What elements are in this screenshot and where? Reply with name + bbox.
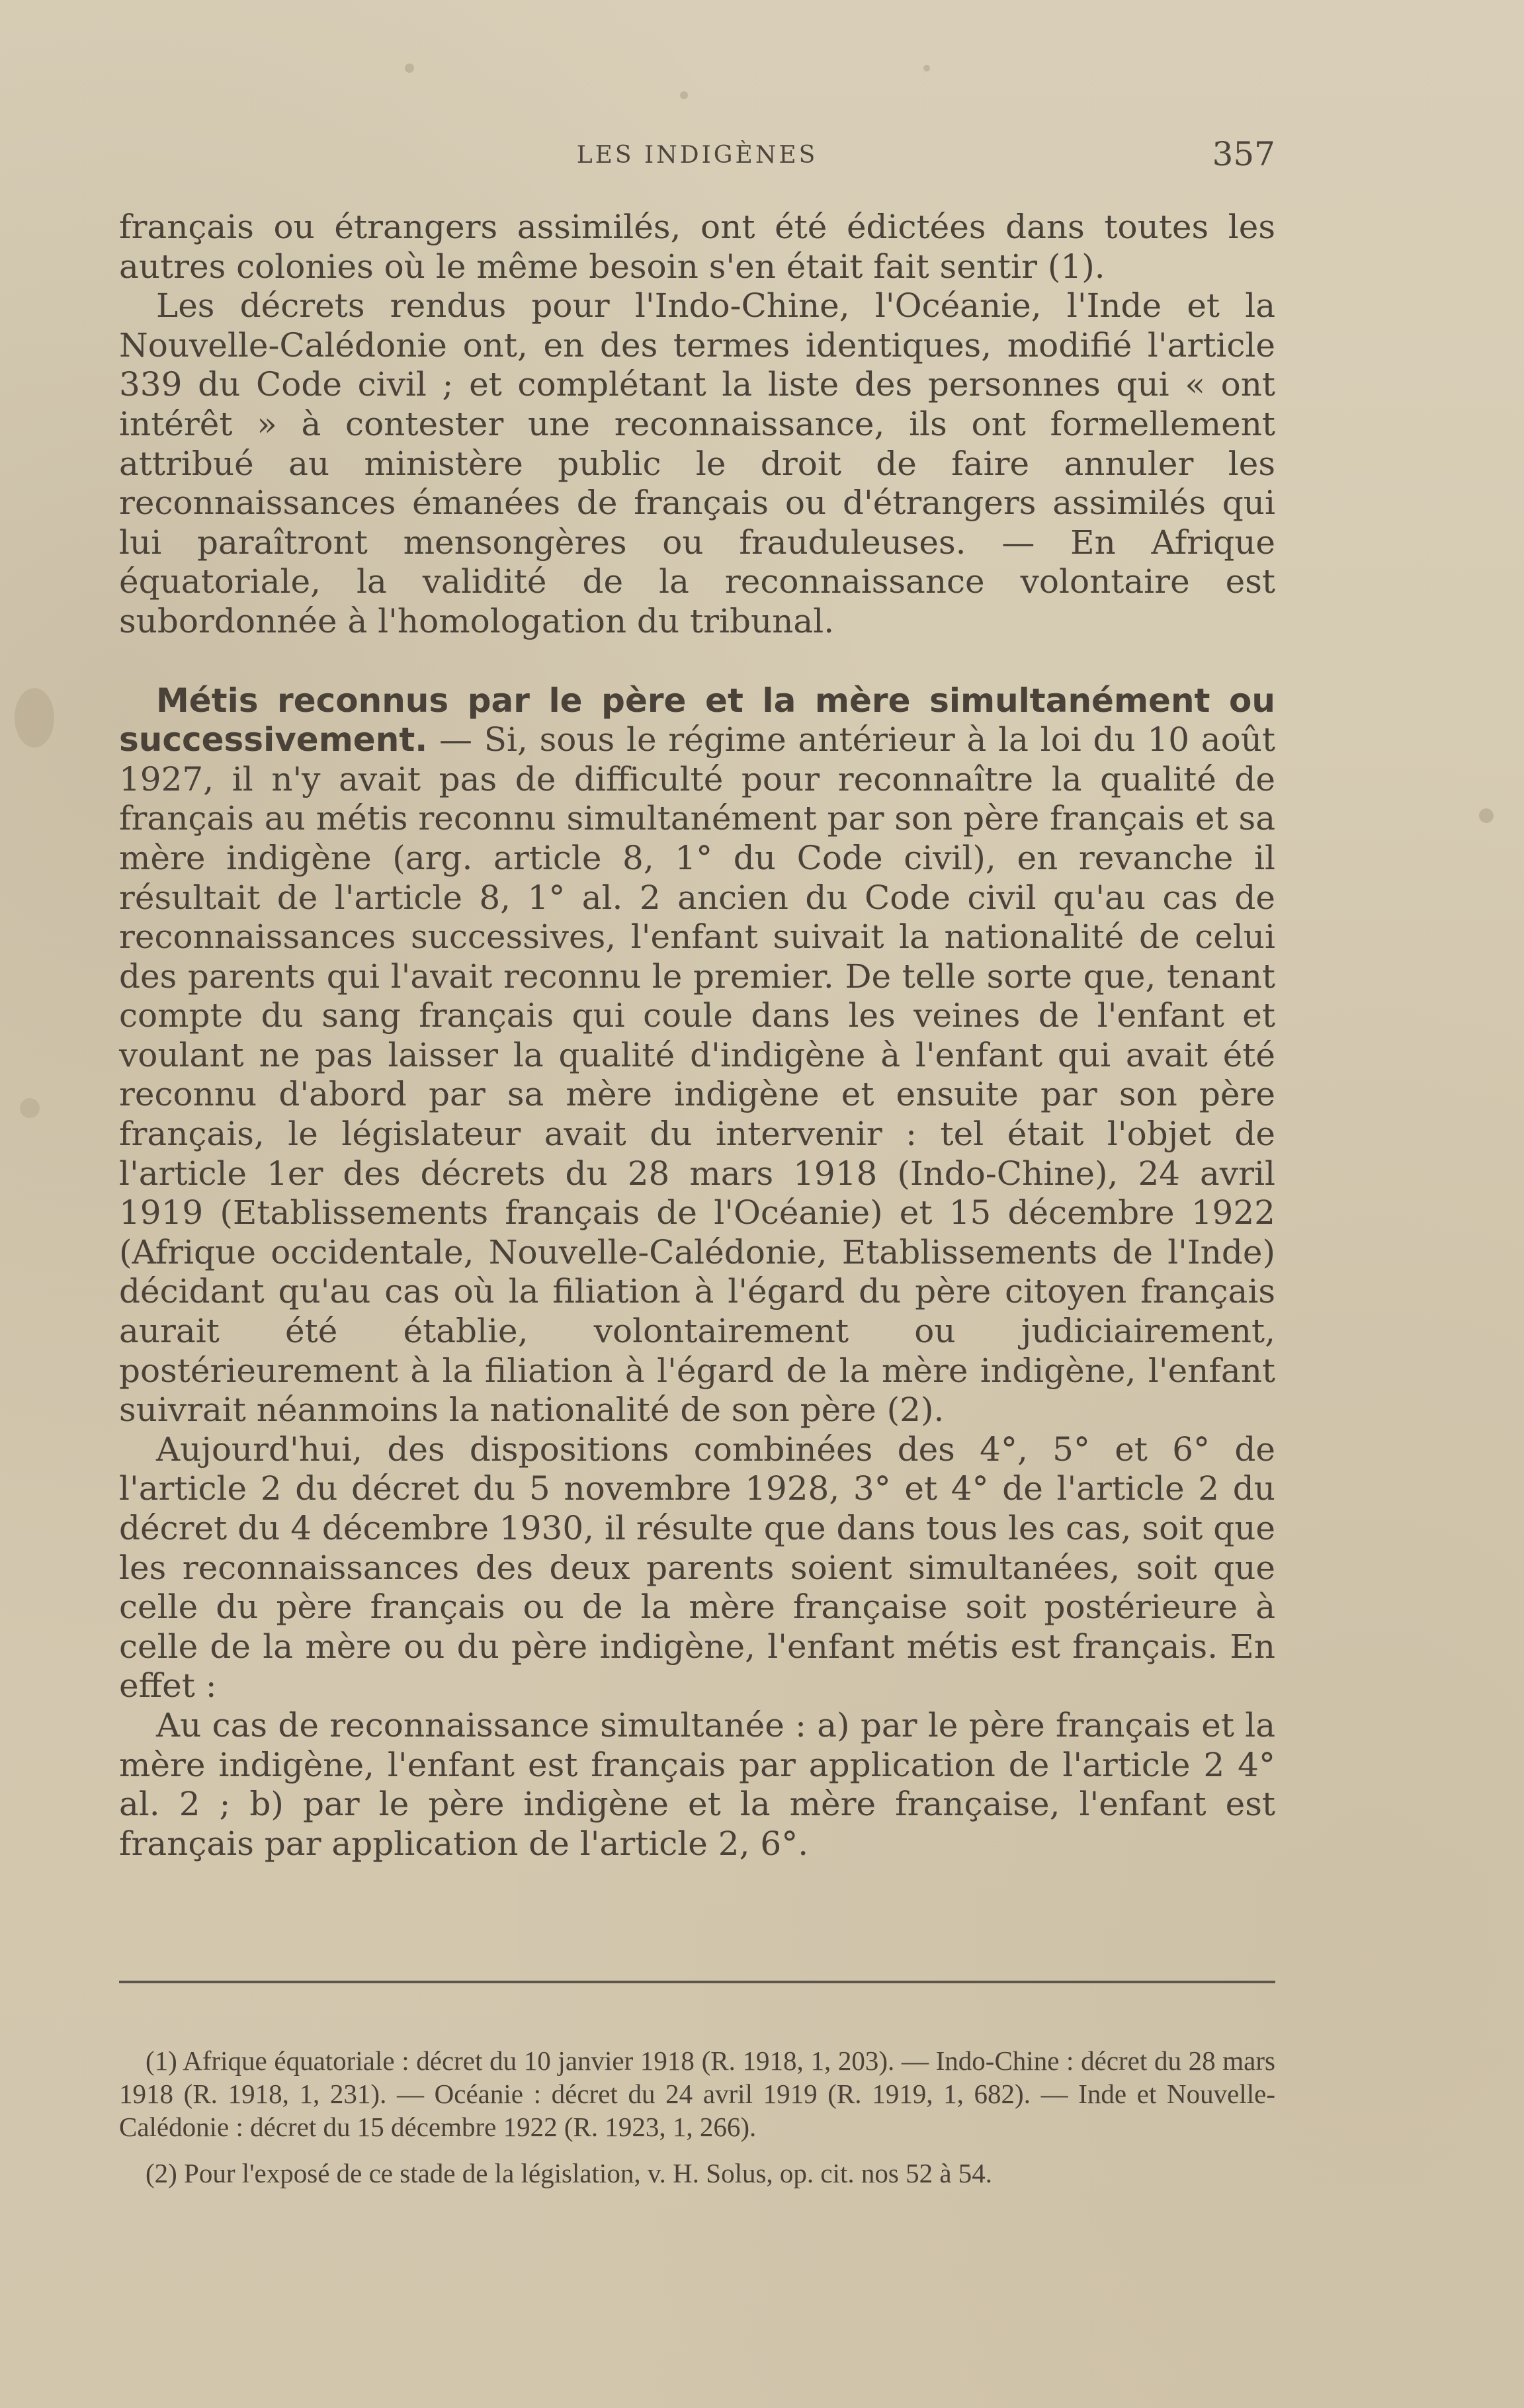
paper-stain: [20, 1098, 40, 1118]
paper-stain: [923, 65, 930, 71]
footnote-2: (2) Pour l'exposé de ce stade de la législation, v. H. Solus, op. cit. nos 52 à 54.: [146, 2158, 993, 2188]
page-number: 357: [1212, 135, 1275, 173]
paragraph-3: [119, 681, 1275, 1430]
section-spacer: [119, 642, 1275, 681]
section-heading: Métis reconnus par le père et la mère simultanément ou successivement.: [119, 681, 1275, 759]
paragraph-4: Aujourd'hui, des dispositions combinées des 4°, 5° et 6° de l'article 2 du décret du 5 novembre 1928, 3° et 4° de l'article 2 du décret du 4 décembre 1930, il résulte que dans tous les cas, soit que les reconnaissances des deux parents soient simultanées, soit que celle du père français ou de la mère française soit postérieure à celle de la mère ou du père indigène, l'enfant métis est français. En effet :: [119, 1430, 1275, 1705]
body-text: [119, 208, 1275, 1864]
paragraph-5: Au cas de reconnaissance simultanée : a) par le père français et la mère indigène, l'enfant est français par application de l'article 2 4° al. 2 ; b) par le père indigène et la mère française, l'enfant est français par application de l'article 2, 6°.: [119, 1705, 1275, 1863]
paragraph-2: Les décrets rendus pour l'Indo-Chine, l'Océanie, l'Inde et la Nouvelle-Calédonie ont, en des termes identiques, modifié l'article 339 du Code civil ; et complétant la liste des personnes qui « ont intérêt » à contester une reconnaissance, ils ont formellement attribué au ministère public le droit de faire annuler les reconnaissances émanées de français ou d'étrangers assimilés qui lui paraîtront mensongères ou frauduleuses. — En Afrique équatoriale, la validité de la reconnaissance volontaire est subordonnée à l'homologation du tribunal.: [119, 286, 1275, 640]
footnotes: [119, 2044, 1275, 2190]
footnote-divider: [119, 1981, 1275, 1983]
running-title: LES INDIGÈNES: [576, 142, 818, 169]
paper-stain: [680, 91, 688, 99]
page-header: [119, 130, 1275, 176]
paper-stain: [1479, 808, 1494, 823]
paper-stain: [15, 688, 54, 748]
footnote-1: (1) Afrique équatoriale : décret du 10 janvier 1918 (R. 1918, 1, 203). — Indo-Chine : décret du 28 mars 1918 (R. 1918, 1, 231). — Océanie : décret du 24 avril 1919 (R. 1919, 1, 682). — Inde et Nouvelle-Calédonie : décret du 15 décembre 1922 (R. 1923, 1, 266).: [119, 2045, 1275, 2142]
paragraph-3-text: — Si, sous le régime antérieur à la loi du 10 août 1927, il n'y avait pas de difficulté pour reconnaître la qualité de français au métis reconnu simultanément par son père français et sa mère indigène (arg. article 8, 1° du Code civil), en revanche il résultait de l'article 8, 1° al. 2 ancien du Code civil qu'au cas de reconnaissances successives, l'enfant suivait la nationalité de celui des parents qui l'avait reconnu le premier. De telle sorte que, tenant compte du sang français qui coule dans les veines de l'enfant et voulant ne pas laisser la qualité d'indigène à l'enfant qui avait été reconnu d'abord par sa mère indigène et ensuite par son père français, le législateur avait du intervenir : tel était l'objet de l'article 1er des décrets du 28 mars 1918 (Indo-Chine), 24 avril 1919 (Etablissements français de l'Océanie) et 15 décembre 1922 (Afrique occidentale, Nouvelle-Calédonie, Etablissements de l'Inde) décidant qu'au cas où la filiation à l'égard du père citoyen français aurait été établie, volontairement ou judiciairement, postérieurement à la filiation à l'égard de la mère indigène, l'enfant suivrait néanmoins la nationalité de son père (2).: [119, 720, 1275, 1430]
paper-stain: [405, 64, 414, 73]
paragraph-1: français ou étrangers assimilés, ont été édictées dans toutes les autres colonies où le même besoin s'en était fait sentir (1).: [119, 208, 1275, 286]
